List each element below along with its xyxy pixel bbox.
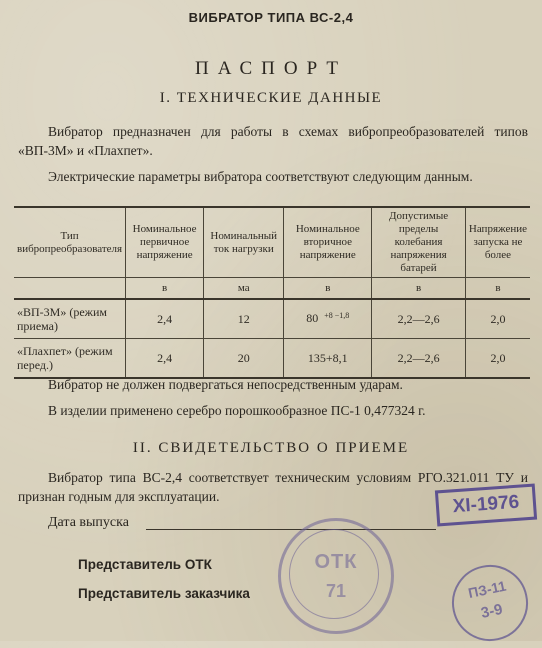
silver-paragraph: В изделии применено серебро порошкообразное ПС-1 0,477324 г. — [48, 403, 426, 418]
row-secondary-voltage: 135+8,1 — [284, 339, 372, 379]
passport-title: ПАСПОРТ — [194, 58, 348, 79]
specs-table — [14, 206, 530, 379]
otk-stamp — [278, 518, 394, 634]
col-start-voltage: Напряжение запуска не более — [465, 207, 530, 278]
col-secondary-voltage: Номинальное вторичное напряжение — [284, 207, 372, 278]
secondary-voltage-value: 80 — [306, 311, 319, 325]
row-primary-voltage: 2,4 — [126, 339, 204, 379]
otk-stamp-inner-ring — [289, 529, 379, 619]
row-start-voltage: 2,0 — [465, 339, 530, 379]
date-stamp: XI-1976 — [435, 484, 537, 527]
unit-cell: ма — [204, 278, 284, 300]
otk-stamp-number: 71 — [325, 581, 347, 601]
header-title: ВИБРАТОР ТИПА ВС-2,4 — [188, 10, 354, 25]
row-load-current: 12 — [204, 299, 284, 339]
inspection-stamp — [445, 558, 535, 648]
row-voltage-range: 2,2—2,6 — [372, 339, 466, 379]
warning-paragraph: Вибратор не должен подвергаться непосредственным ударам. — [48, 377, 403, 392]
customer-representative: Представитель заказчика — [78, 586, 250, 601]
col-type: Тип вибропреобразователя — [14, 207, 126, 278]
unit-cell: в — [126, 278, 204, 300]
inspection-stamp-line1: ПЗ-11 — [466, 577, 508, 602]
acceptance-paragraph: Вибратор типа ВС-2,4 соответствует техническим условиям РГО.321.011 ТУ и признан годным для эксплуатации. — [18, 470, 528, 504]
section-acceptance: II. СВИДЕТЕЛЬСТВО О ПРИЕМЕ — [132, 440, 410, 456]
release-date-line — [146, 529, 436, 530]
unit-cell: в — [284, 278, 372, 300]
section-technical-data: I. ТЕХНИЧЕСКИЕ ДАННЫЕ — [159, 90, 383, 106]
row-start-voltage: 2,0 — [465, 299, 530, 339]
table-row — [14, 339, 530, 379]
col-primary-voltage: Номинальное первичное напряжение — [126, 207, 204, 278]
parameters-paragraph: Электрические параметры вибратора соответствуют следующим данным. — [48, 169, 473, 184]
release-date-label: Дата выпуска — [48, 515, 129, 530]
purpose-paragraph: Вибратор предназначен для работы в схемах вибропреобразователей типов «ВП-3М» и «Плахпет». — [18, 124, 528, 158]
otk-representative: Представитель ОТК — [78, 557, 212, 572]
secondary-voltage-deviation: +8 −1,8 — [324, 311, 350, 320]
otk-stamp-title: ОТК — [314, 551, 358, 573]
unit-cell — [14, 278, 126, 300]
row-voltage-range: 2,2—2,6 — [372, 299, 466, 339]
row-load-current: 20 — [204, 339, 284, 379]
table-row — [14, 299, 530, 339]
row-mode: «ВП-3М» (режим приема) — [17, 305, 107, 333]
col-load-current: Номинальный ток нагрузки — [204, 207, 284, 278]
row-mode: «Плахпет» (режим перед.) — [14, 339, 126, 379]
row-secondary-voltage — [284, 299, 372, 339]
unit-cell: в — [372, 278, 466, 300]
col-voltage-range: Допустимые пределы колебания напряжения батарей — [372, 207, 466, 278]
inspection-stamp-line2: 3-9 — [479, 600, 505, 622]
row-primary-voltage: 2,4 — [126, 299, 204, 339]
unit-cell: в — [465, 278, 530, 300]
